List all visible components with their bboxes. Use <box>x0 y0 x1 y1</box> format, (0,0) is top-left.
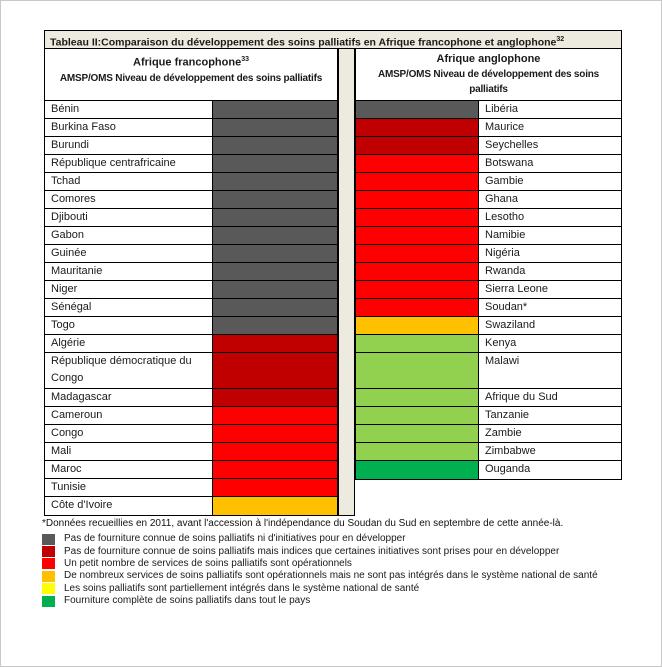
legend-item <box>42 570 652 582</box>
country-label: Cameroun <box>45 407 213 424</box>
country-label: Burkina Faso <box>45 119 213 136</box>
level-color-cell-gray <box>213 263 337 280</box>
francophone-table-row <box>45 335 337 353</box>
francophone-table-row <box>45 173 337 191</box>
level-color-cell-red <box>356 173 478 190</box>
anglophone-header <box>356 49 621 101</box>
anglophone-table-row <box>356 245 621 263</box>
level-color-cell-red <box>213 479 337 496</box>
level-color-cell-red <box>356 155 478 172</box>
anglophone-table-row <box>356 335 621 353</box>
level-color-cell-lightgreen <box>356 443 478 460</box>
anglophone-table-row <box>356 299 621 317</box>
legend-swatch-orange <box>42 571 55 582</box>
francophone-table-row <box>45 263 337 281</box>
level-color-cell-gray <box>213 317 337 334</box>
country-label: Seychelles <box>478 137 621 154</box>
country-label: Côte d'Ivoire <box>45 497 213 515</box>
level-color-cell-darkred <box>356 137 478 154</box>
country-label: Tunisie <box>45 479 213 496</box>
level-color-cell-red <box>356 299 478 316</box>
country-label: Madagascar <box>45 389 213 406</box>
country-label: Namibie <box>478 227 621 244</box>
anglophone-table-row <box>356 263 621 281</box>
legend-item <box>42 583 652 595</box>
francophone-table-row <box>45 191 337 209</box>
francophone-table-row <box>45 443 337 461</box>
country-label: Guinée <box>45 245 213 262</box>
footnote: *Données recueillies en 2011, avant l'accession à l'indépendance du Soudan du Sud en septembre de cette année-là. <box>42 518 564 529</box>
anglophone-table-row <box>356 191 621 209</box>
francophone-table-row <box>45 137 337 155</box>
anglophone-table-row <box>356 443 621 461</box>
level-color-cell-lightgreen <box>356 407 478 424</box>
country-label: Libéria <box>478 101 621 118</box>
level-color-cell-orange <box>356 317 478 334</box>
level-color-cell-red <box>356 227 478 244</box>
level-color-cell-red <box>213 407 337 424</box>
country-label: Congo <box>45 425 213 442</box>
level-color-cell-gray <box>213 227 337 244</box>
francophone-rows <box>45 101 337 515</box>
level-color-cell-red <box>356 191 478 208</box>
francophone-table-row <box>45 101 337 119</box>
legend-label: Les soins palliatifs sont partiellement intégrés dans le système national de santé <box>64 582 420 594</box>
francophone-table-row <box>45 425 337 443</box>
country-label: République démocratique du Congo <box>45 353 213 388</box>
level-color-cell-gray <box>213 101 337 118</box>
legend-item <box>42 558 652 570</box>
country-label: Tchad <box>45 173 213 190</box>
level-color-cell-darkred <box>213 389 337 406</box>
column-gap-strip <box>338 49 355 516</box>
anglophone-table-row <box>356 353 621 389</box>
country-label: Bénin <box>45 101 213 118</box>
level-color-cell-lightgreen <box>356 425 478 442</box>
country-label: Maurice <box>478 119 621 136</box>
anglophone-rows <box>356 101 621 479</box>
anglophone-table-row <box>356 281 621 299</box>
country-label: Soudan* <box>478 299 621 316</box>
francophone-table-row <box>45 281 337 299</box>
anglophone-header-title-text: Afrique anglophone <box>436 53 541 65</box>
francophone-header-title-text: Afrique francophone <box>133 56 242 69</box>
level-color-cell-gray <box>213 281 337 298</box>
level-color-cell-red <box>356 263 478 280</box>
francophone-table-row <box>45 479 337 497</box>
country-label: Djibouti <box>45 209 213 226</box>
country-label: Ghana <box>478 191 621 208</box>
country-label: Tanzanie <box>478 407 621 424</box>
francophone-table-row <box>45 461 337 479</box>
country-label: Nigéria <box>478 245 621 262</box>
legend-swatch-gray <box>42 534 55 545</box>
level-color-cell-red <box>213 461 337 478</box>
country-label: Afrique du Sud <box>478 389 621 406</box>
anglophone-table-row <box>356 389 621 407</box>
level-color-cell-gray <box>213 173 337 190</box>
anglophone-header-title <box>356 52 621 67</box>
level-color-cell-gray <box>213 155 337 172</box>
country-label: Botswana <box>478 155 621 172</box>
legend-item <box>42 545 652 557</box>
country-label: Rwanda <box>478 263 621 280</box>
francophone-header-title <box>45 52 337 71</box>
legend-label: Pas de fourniture connue de soins palliatifs ni d'initiatives pour en développer <box>64 533 406 545</box>
anglophone-table-row <box>356 155 621 173</box>
anglophone-table <box>355 49 622 480</box>
francophone-header-superscript: 33 <box>241 56 249 63</box>
legend-label: De nombreux services de soins palliatifs sont opérationnels mais ne sont pas intégrés dans le système national de santé <box>64 570 598 582</box>
country-label: Ouganda <box>478 461 621 479</box>
anglophone-table-row <box>356 101 621 119</box>
francophone-header <box>45 49 337 101</box>
country-label: Burundi <box>45 137 213 154</box>
level-color-cell-lightgreen <box>356 389 478 406</box>
legend-label: Un petit nombre de services de soins palliatifs sont opérationnels <box>64 557 352 569</box>
francophone-table-row <box>45 353 337 389</box>
country-label: Togo <box>45 317 213 334</box>
anglophone-table-row <box>356 137 621 155</box>
country-label: Niger <box>45 281 213 298</box>
level-color-cell-lightgreen <box>356 335 478 352</box>
country-label: Gabon <box>45 227 213 244</box>
table-caption-superscript: 32 <box>556 36 565 43</box>
anglophone-header-subtitle: AMSP/OMS Niveau de développement des soins palliatifs <box>377 69 600 95</box>
anglophone-table-row <box>356 317 621 335</box>
level-color-cell-green <box>356 461 478 479</box>
country-label: Malawi <box>478 353 621 388</box>
anglophone-table-row <box>356 119 621 137</box>
anglophone-table-row <box>356 227 621 245</box>
francophone-table-row <box>45 209 337 227</box>
country-label: Sierra Leone <box>478 281 621 298</box>
country-label: Sénégal <box>45 299 213 316</box>
anglophone-table-row <box>356 173 621 191</box>
level-color-cell-red <box>356 209 478 226</box>
legend-item <box>42 533 652 545</box>
country-label: Kenya <box>478 335 621 352</box>
level-color-cell-gray <box>213 299 337 316</box>
country-label: Swaziland <box>478 317 621 334</box>
level-color-cell-gray <box>213 119 337 136</box>
francophone-table-row <box>45 119 337 137</box>
country-label: Gambie <box>478 173 621 190</box>
level-color-cell-red <box>213 425 337 442</box>
francophone-table-row <box>45 299 337 317</box>
level-color-cell-lightgreen <box>356 353 478 388</box>
country-label: Zambie <box>478 425 621 442</box>
level-color-cell-darkred <box>356 119 478 136</box>
level-color-cell-darkred <box>213 335 337 352</box>
country-label: Mauritanie <box>45 263 213 280</box>
legend-swatch-green <box>42 596 55 607</box>
legend-item <box>42 595 652 607</box>
francophone-table-row <box>45 407 337 425</box>
anglophone-table-row <box>356 407 621 425</box>
country-label: Lesotho <box>478 209 621 226</box>
level-color-cell-red <box>356 245 478 262</box>
francophone-table-row <box>45 497 337 515</box>
country-label: République centrafricaine <box>45 155 213 172</box>
comparison-table <box>44 30 622 516</box>
table-columns <box>44 49 622 516</box>
level-color-cell-gray <box>213 191 337 208</box>
francophone-table-row <box>45 245 337 263</box>
legend-swatch-yellow <box>42 583 55 594</box>
level-color-cell-red <box>356 281 478 298</box>
country-label: Comores <box>45 191 213 208</box>
level-color-cell-darkred <box>213 353 337 388</box>
francophone-table-row <box>45 227 337 245</box>
anglophone-table-row <box>356 461 621 479</box>
legend <box>42 533 652 607</box>
anglophone-table-row <box>356 209 621 227</box>
francophone-header-subtitle: AMSP/OMS Niveau de développement des soins palliatifs <box>59 72 323 84</box>
country-label: Mali <box>45 443 213 460</box>
legend-swatch-red <box>42 558 55 569</box>
level-color-cell-gray <box>213 245 337 262</box>
anglophone-table-row <box>356 425 621 443</box>
level-color-cell-gray <box>356 101 478 118</box>
francophone-table-row <box>45 317 337 335</box>
francophone-table-row <box>45 155 337 173</box>
country-label: Maroc <box>45 461 213 478</box>
country-label: Zimbabwe <box>478 443 621 460</box>
legend-swatch-darkred <box>42 546 55 557</box>
country-label: Algérie <box>45 335 213 352</box>
level-color-cell-gray <box>213 209 337 226</box>
table-caption <box>44 30 622 49</box>
level-color-cell-orange <box>213 497 337 515</box>
francophone-table <box>44 49 338 516</box>
francophone-table-row <box>45 389 337 407</box>
legend-label: Fourniture complète de soins palliatifs dans tout le pays <box>64 595 311 607</box>
level-color-cell-red <box>213 443 337 460</box>
table-caption-text: Tableau II:Comparaison du développement des soins palliatifs en Afrique francophone et anglophone <box>50 36 557 49</box>
legend-label: Pas de fourniture connue de soins palliatifs mais indices que certaines initiatives sont prises pour en développer <box>64 545 560 557</box>
level-color-cell-gray <box>213 137 337 154</box>
